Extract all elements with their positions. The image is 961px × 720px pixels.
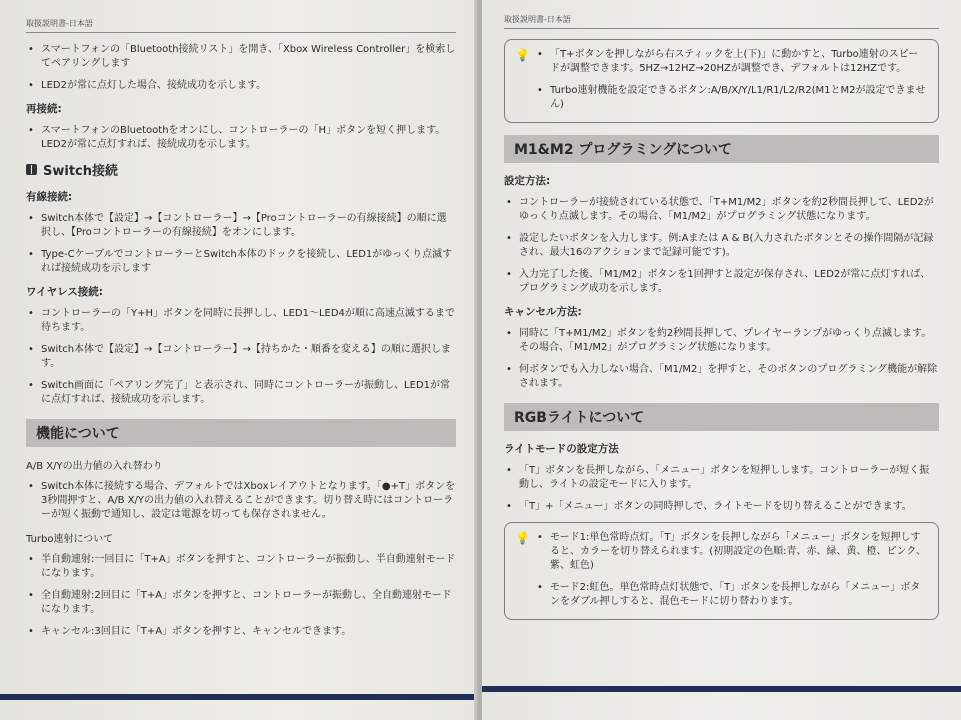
list-item: • Switch本体に接続する場合、デフォルトではXboxレイアウトとなります。「●+T」ボタンを3秒間押すと、A/B X/Yの出力値の入れ替えることができます。切り替え時にはコントローラーが短く振動で通知し、設定は電源を切っても保存されません。 xyxy=(26,480,456,522)
wireless-title: ワイヤレス接続: xyxy=(26,286,103,298)
light-tip-list xyxy=(535,531,928,609)
m1m2-section-bar: M1&M2 プログラミングについて xyxy=(504,135,939,163)
list-item: • 設定したいボタンを入力します。例:Aまたは A & B(入力されたボタンとその操作間隔が記録され、最大16のアクションまで記録可能です)。 xyxy=(504,232,939,260)
light-mode-title: ライトモードの設定方法 xyxy=(504,443,619,455)
list-item: • 全自動連射:2回目に「T+A」ボタンを押すと、コントローラーが振動し、全自動連射モードになります。 xyxy=(26,589,456,617)
list-item: • Type-CケーブルでコントローラーとSwitch本体のドックを接続し、LED1がゆっくり点滅すれば接続成功を示します xyxy=(26,248,456,276)
cancel-title: キャンセル方法: xyxy=(504,306,582,318)
footer-stripe xyxy=(0,694,478,700)
list-item: • スマートフォンのBluetoothをオンにし、コントローラーの「H」ボタンを短く押します。LED2が常に点灯すれば、接続成功を示します。 xyxy=(26,124,456,152)
list-item: • Switch画面に「ペアリング完了」と表示され、同時にコントローラーが振動し、LED1が常に点灯すれば、接続成功を示します。 xyxy=(26,379,456,407)
list-item: • 同時に「T+M1/M2」ボタンを約2秒間長押して、プレイヤーランプがゆっくり点滅します。その場合、「M1/M2」がプログラミング状態になります。 xyxy=(504,327,939,355)
turbo-tip-list xyxy=(535,48,928,112)
running-header: 取扱説明書-日本語 xyxy=(26,18,456,33)
list-item: • 「T+ボタンを押しながら右スティックを上(下)」に動かすと、Turbo連射のスピードが調整できます。5HZ→12HZ→20HZが調整でき、デフォルトは12HZです。 xyxy=(535,48,928,76)
running-header: 取扱説明書-日本語 xyxy=(504,14,939,29)
turbo-tip-box xyxy=(504,39,939,123)
switch-icon xyxy=(26,164,37,175)
lightbulb-icon: 💡 xyxy=(515,48,530,62)
list-item: • Switch本体で【設定】→【コントローラー】→【Proコントローラーの有線接続】の順に選択し、【Proコントローラーの有線接続】をオンにします。 xyxy=(26,212,456,240)
list-item: • モード1:単色常時点灯。「T」ボタンを長押しながら「メニュー」ボタンを短押しすると、カラーを切り替えられます。(初期設定の色順:青、赤、緑、黄、橙、ピンク、紫、虹色) xyxy=(535,531,928,573)
wired-title: 有線接続: xyxy=(26,191,73,203)
setup-list xyxy=(504,196,939,296)
right-page xyxy=(482,0,961,720)
list-item: • 「T」+「メニュー」ボタンの同時押しで、ライトモードを切り替えることができます。 xyxy=(504,500,939,514)
ab-swap-title: A/B X/Yの出力値の入れ替わり xyxy=(26,461,163,472)
light-tip-box xyxy=(504,522,939,620)
rgb-section-bar: RGBライトについて xyxy=(504,403,939,431)
list-item: • LED2が常に点灯した場合、接続成功を示します。 xyxy=(26,79,456,93)
list-item: • 入力完了した後、「M1/M2」ボタンを1回押すと設定が保存され、LED2が常に点灯すれば、プログラミング成功を示します。 xyxy=(504,268,939,296)
list-item: • Switch本体で【設定】→【コントローラー】→【持ちかた・順番を変える】の順に選択します。 xyxy=(26,343,456,371)
features-section-bar: 機能について xyxy=(26,419,456,447)
left-page xyxy=(0,0,478,720)
lightbulb-icon: 💡 xyxy=(515,531,530,545)
turbo-list xyxy=(26,553,456,639)
wireless-list xyxy=(26,307,456,407)
list-item: • コントローラーが接続されている状態で、「T+M1/M2」ボタンを約2秒間長押して、LED2がゆっくり点滅します。その場合、「M1/M2」がプログラミング状態になります。 xyxy=(504,196,939,224)
ab-swap-list xyxy=(26,480,456,522)
list-item: • スマートフォンの「Bluetooth接続リスト」を開き、「Xbox Wireless Controller」を検索してペアリングします xyxy=(26,43,456,71)
footer-stripe xyxy=(482,686,961,692)
light-mode-list xyxy=(504,464,939,514)
setup-title: 設定方法: xyxy=(504,175,551,187)
switch-heading xyxy=(26,160,456,179)
turbo-title: Turbo連射について xyxy=(26,534,114,545)
list-item: • 半自動連射:一回目に「T+A」ボタンを押すと、コントローラーが振動し、半自動連射モードになります。 xyxy=(26,553,456,581)
reconnect-list xyxy=(26,124,456,152)
cancel-list xyxy=(504,327,939,391)
reconnect-title: 再接続: xyxy=(26,103,62,115)
list-item: • 「T」ボタンを長押しながら、「メニュー」ボタンを短押しします。コントローラーが短く振動し、ライトの設定モードに入ります。 xyxy=(504,464,939,492)
switch-heading-label: Switch接続 xyxy=(43,164,119,179)
intro-list xyxy=(26,43,456,93)
list-item: • モード2:虹色。単色常時点灯状態で、「T」ボタンを長押しながら「メニュー」ボタンをダブル押しすると、混色モードに切り替わります。 xyxy=(535,581,928,609)
list-item: • キャンセル:3回目に「T+A」ボタンを押すと、キャンセルできます。 xyxy=(26,625,456,639)
list-item: • コントローラーの「Y+H」ボタンを同時に長押しし、LED1〜LED4が順に高速点滅するまで待ちます。 xyxy=(26,307,456,335)
list-item: • 何ボタンでも入力しない場合、「M1/M2」を押すと、そのボタンのプログラミング機能が解除されます。 xyxy=(504,363,939,391)
list-item: • Turbo連射機能を設定できるボタン:A/B/X/Y/L1/R1/L2/R2(M1とM2が設定できません) xyxy=(535,84,928,112)
wired-list xyxy=(26,212,456,276)
